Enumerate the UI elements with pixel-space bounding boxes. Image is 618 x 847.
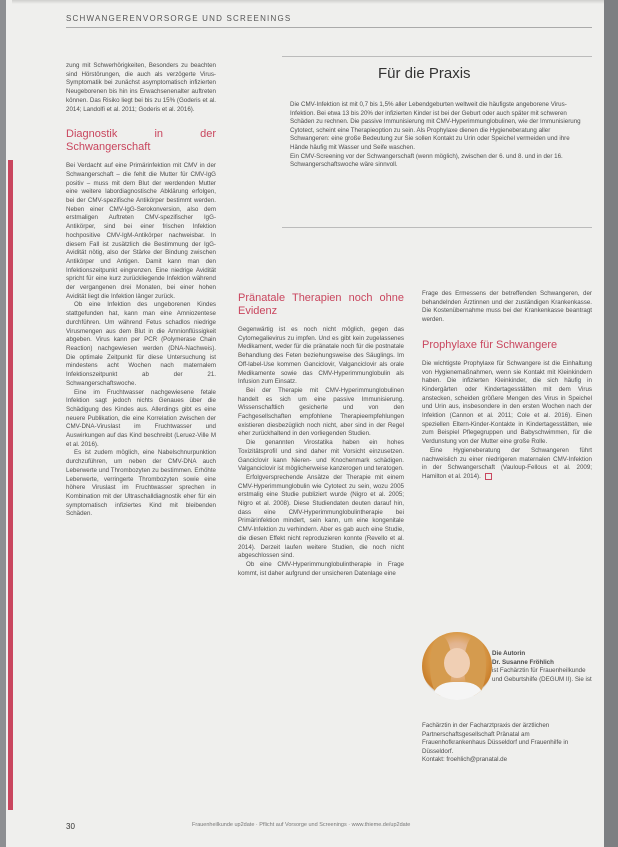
page-gutter — [604, 0, 618, 847]
author-description: ist Fachärztin für Frauenheilkunde und Geburtshilfe (DEGUM II). Sie ist — [492, 667, 592, 683]
running-head: SCHWANGERENVORSORGE UND SCREENINGS — [66, 14, 292, 23]
col3-paragraph — [422, 447, 592, 482]
page-number: 30 — [66, 822, 75, 831]
col1-paragraph: Es ist zudem möglich, eine Nabelschnurpunktion durchzuführen, um neben der CMV-DNA auch Leberwerte und Thrombozyten zu bestimmen. Erhöhte Leberwerte, verringerte Thrombozyten sowie eine höhere Viruslast im Fruchtwasser sprechen in Kombination mit der Ultraschalldiagnostik eher für ein symptomatisch infiziertes Kind mit bleibenden Schäden. — [66, 449, 216, 518]
col2-paragraph: Gegenwärtig ist es noch nicht möglich, gegen das Cytomegalievirus zu impfen. Und es gibt kein zugelassenes Medikament, weder für die pränatale noch für die postnatale Behandlung des Feten beziehungsweise des Säuglings. Im Off-label-Use kommen Ganciclovir, Valganciclovir als orale Medikamente sowie das CMV-Hyperimmunglobulin als Infusion zum Einsatz. — [238, 326, 404, 386]
author-label: Die Autorin — [492, 650, 526, 657]
col3-heading: Prophylaxe für Schwangere — [422, 338, 558, 351]
practice-box-title: Für die Praxis — [378, 65, 471, 82]
author-info-continued — [422, 722, 592, 765]
col3-intro: Frage des Ermessens der betreffenden Schwangeren, der behandelnden Ärztinnen und der zuständigen Krankenkasse. Die Kostenübernahme muss bei der Krankenkasse beantragt werden. — [422, 290, 592, 324]
col1-paragraph: Eine im Fruchtwasser nachgewiesene fetale Infektion sagt jedoch nichts Genaues über die Schädigung des Kindes aus. Allerdings gibt es eine neuere Publikation, die eine Korrelation zwischen der CMV-DNA-Viruslast im Fruchtwasser und Auswirkungen auf das Kind beschreibt (Leruez-Ville M et al. 2016). — [66, 388, 216, 448]
col2-paragraph: Erfolgversprechende Ansätze der Therapie mit einem CMV-Hyperimmunglobulin wie Cytotect zu sein, wozu 2005 erstmalig eine Studie publiziert wurde (Nigro et al. 2005; Nigro et al. 2008). Diese Studiendaten deuten darauf hin, dass eine CMV-Hyperimmunglobulintherapie bei Primärinfektion mindert, sein kann, um eine kongenitale CMV-Infektion zu verhindern. Aber es gab auch eine Studie, die diesen Effekt nicht reproduzieren konnte (Revello et al. 2014). Derzeit laufen weitere Studien, die noch nicht abgeschlossen sind. — [238, 473, 404, 560]
col1-intro: zung mit Schwerhörigkeiten, Besonders zu beachten sind Hörstörungen, die auch als verzögerte Virus-Symptomatik bei zunächst asymptomatisch infizierten Neugeborenen bis hin ins Erwachsenenalter auftreten können. Das Risiko liegt bei bis zu 15% (Goderis et al. 2014; Landolfi et al. 2011; Goderis et al. 2016). — [66, 62, 216, 113]
practice-box-paragraph: Ein CMV-Screening vor der Schwangerschaft (wenn möglich), zwischen der 6. und 8. und in der 16. Schwangerschaftswoche wäre sinnvoll. — [290, 152, 563, 169]
col2-paragraph: Ob eine CMV-Hyperimmunglobulintherapie in Frage kommt, ist daher aufgrund der unsicheren Datenlage eine — [238, 560, 404, 577]
magazine-page — [6, 0, 606, 847]
column-1 — [66, 62, 216, 519]
col3-paragraph: Die wichtigste Prophylaxe für Schwangere ist die Einhaltung von Hygienemaßnahmen, wenn sie Kontakt mit Kleinkindern haben. Die infizierten Kleinkinder, die sich häufig in Kindergärten oder Kindertagesstätten mit dem Virus anstecken, scheiden größere Mengen des Virus in Speichel und Urin aus, insbesondere in den ersten Wochen nach der Infektion (Cannon et al. 2011; Cole et al. 2016). Einen speziellen Eltern-Kinder-Kontakte in Kindertagesstätten, wie zum Beispiel Pflegegruppen und Babyschwimmen, für die Verdunstung von der Mutter eine große Rolle. — [422, 359, 592, 446]
column-2 — [238, 292, 404, 578]
page-shadow — [12, 0, 606, 4]
col3-paragraph-text: Eine Hygieneberatung der Schwangeren führt nachweislich zu einer niedrigeren maternalen CMV-Infektion in der Schwangerschaft (Vauloup-Fellous et al. 2009; Hamilton et al. 2014). — [422, 446, 592, 481]
author-name: Dr. Susanne Fröhlich — [492, 658, 554, 666]
col2-paragraph: Die genannten Virostatika haben ein hohes Toxizitätsprofil und sind daher mit Vorsicht einzusetzen. Ganciclovir kann Nieren- und Knochenmark schädigen. Valganciclovir ist möglicherweise kanzerogen und teratogen. — [238, 439, 404, 473]
practice-box — [282, 56, 592, 228]
col1-paragraph: Bei Verdacht auf eine Primärinfektion mit CMV in der Schwangerschaft – die fehlt die Mutter für CMV-IgG positiv – muss mit dem Blut der werdenden Mutter eine weitere labordiagnostische Abklärung erfolgen, bei der CMV-spezifische Antikörper bestimmt werden. Neben einer CMV-IgG-Serokonversion, also dem erstmaligen Auftreten CMV-spezifischer IgG-Antikörper, sind bei einer frischen Infektion hochpositive CMV-IgM-Antikörper nachweisbar. In diesem Fall ist zusätzlich die Bestimmung der IgG-Avidität nötig, also der Stärke der Bindung zwischen Antikörper und Antigen. Damit kann man den Infektionszeitpunkt eingrenzen. Eine niedrige Avidität spricht für eine kurz zurückliegende Infektion während der vergangenen drei Monaten, bei einer hohen Avidität liegt die Infektion länger zurück. — [66, 162, 216, 300]
end-mark-icon — [485, 473, 492, 480]
col2-heading: Pränatale Therapien noch ohne Evidenz — [238, 292, 404, 317]
running-head-rule — [66, 27, 592, 28]
practice-box-text — [290, 101, 582, 170]
page-footer: Frauenheilkunde up2date · Pflicht auf Vorsorge und Screenings · www.thieme.de/up2date — [192, 822, 411, 828]
col1-paragraph: Ob eine Infektion des ungeborenen Kindes stattgefunden hat, kann man eine Amniozentese durchführen. Um während Fetus schadlos niedrige Virusmengen aus dem Blut in die Amnionflüssigkeit abgeben. Virus kann per PCR (Polymerase Chain Reaction) nachgewiesen werden (DNA-Nachweis). Die optimale Zeitpunkt für diese Untersuchung ist mindestens acht Wochen nach maternalem Infektionszeitpunkt ab der 21. Schwangerschaftswoche. — [66, 301, 216, 387]
author-photo — [422, 632, 492, 700]
author-contact: Kontakt: froehlich@pranatal.de — [422, 756, 508, 764]
practice-box-paragraph: Die CMV-Infektion ist mit 0,7 bis 1,5% aller Lebendgeburten weltweit die häufigste angeborene Virus-Infektion. Bei etwa 13 bis 20% der infizierten Kinder ist bei der Geburt oder auch später mit schweren Schäden zu rechnen. Die passive Immunisierung mit CMV-Hyperimmunglobulinen, wie der Immunisierung Cytotect, scheint eine Therapieoption zu sein. Als Prophylaxe dienen die Hygieneberatung aller Schwangeren: eine große Bedeutung zur Sie sollen Kontakt zu Urin oder Speichel vermeiden und ihre Hände häufig mit Wasser und Seife waschen. — [290, 101, 581, 151]
red-margin-bar — [8, 160, 13, 810]
column-3 — [422, 290, 592, 482]
col1-heading: Diagnostik in der Schwangerschaft — [66, 128, 216, 154]
author-info — [492, 650, 592, 684]
author-description-rest: Fachärztin in der Facharztpraxis der ärztlichen Partnerschaftsgesellschaft Pränatal am Frauenhofkrankenhaus Düsseldorf und Frauenhilfe in Düsseldorf. — [422, 722, 569, 755]
col2-paragraph: Bei der Therapie mit CMV-Hyperimmunglobulinen handelt es sich um eine passive Immunisierung. Wissenschaftlich gesicherte und von den Fachgesellschaften empfohlene Therapieempfehlungen existieren diesbezüglich noch nicht, aber sind in der Regel eher zurückhaltend in den vorliegenden Studien. — [238, 386, 404, 438]
